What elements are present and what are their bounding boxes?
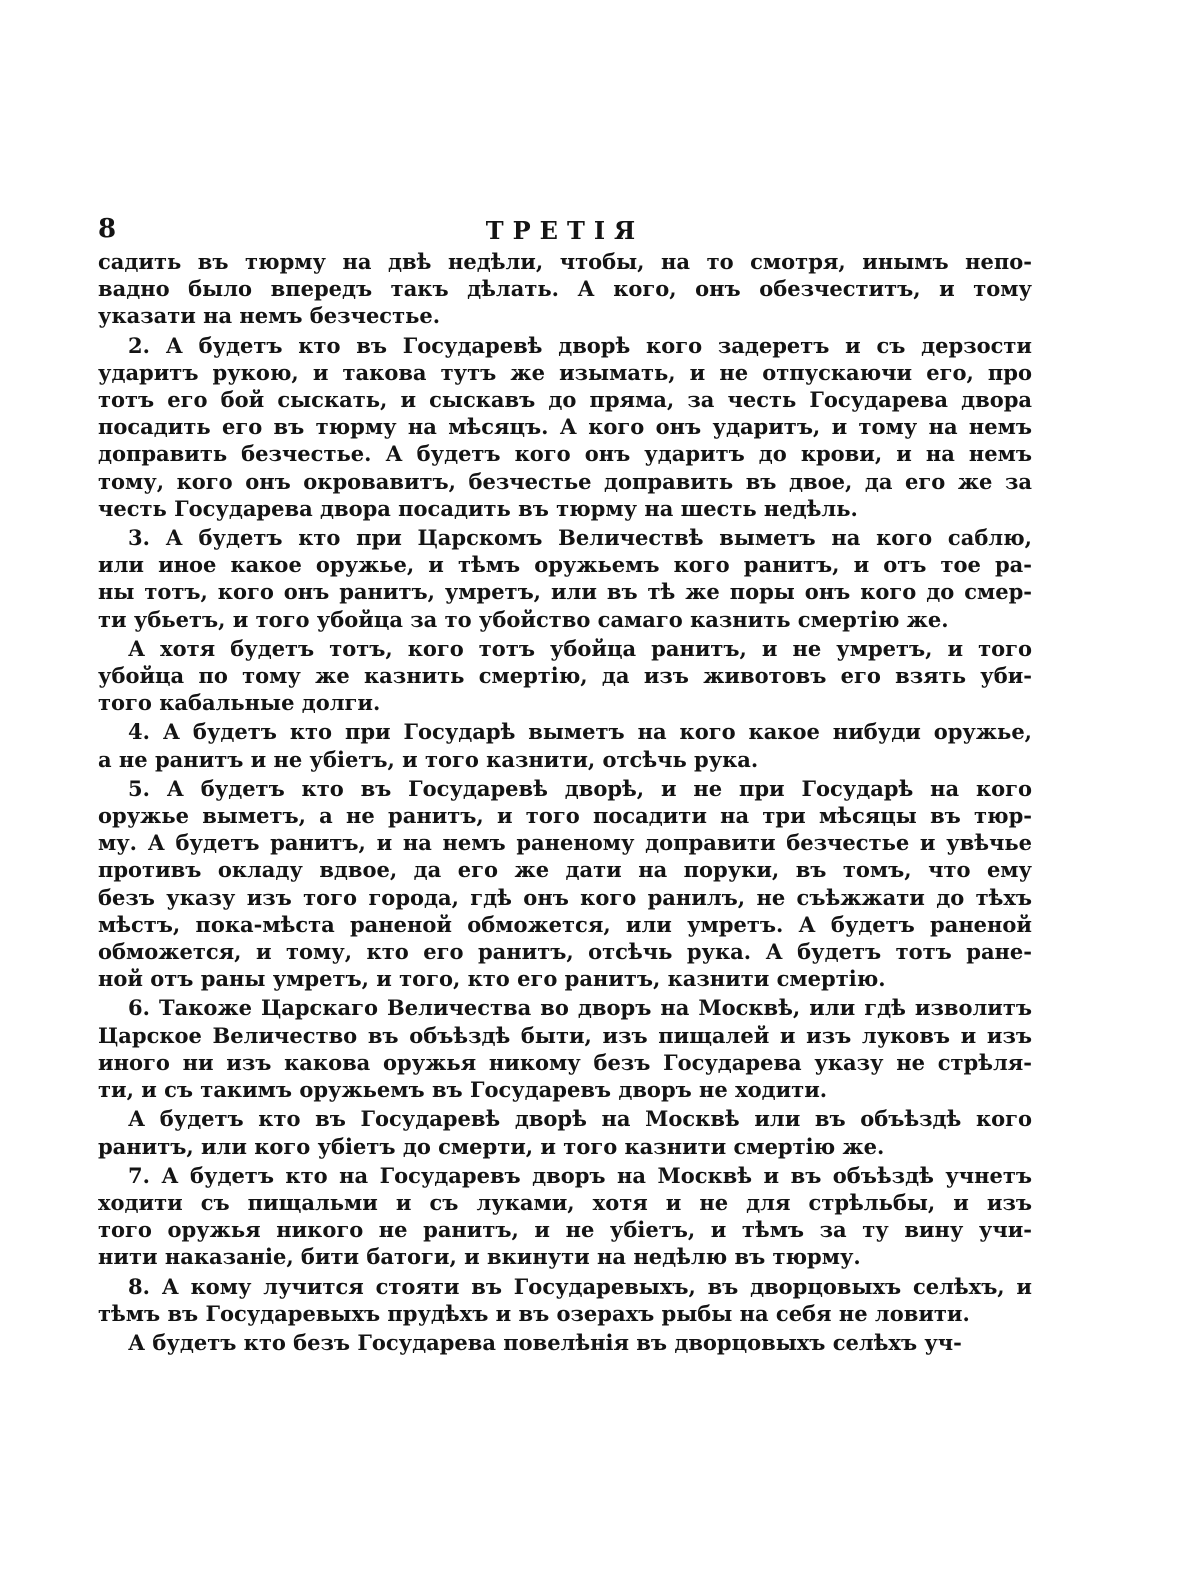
text-line: посадить его въ тюрму на мѣсяцъ. А кого онъ ударитъ, и тому на немъ xyxy=(98,414,1032,440)
text-line: честь Государева двора посадить въ тюрму на шесть недѣль. xyxy=(98,495,858,521)
text-line: А будетъ кто безъ Государева повелѣнія въ дворцовыхъ селѣхъ уч- xyxy=(128,1329,962,1355)
text-line: Царское Величество въ объѣздѣ быти, изъ пищалей и изъ луковъ и изъ xyxy=(98,1022,1032,1048)
text-line: того кабальные долги. xyxy=(98,690,381,716)
text-line: 3. А будетъ кто при Царскомъ Величествѣ выметъ на кого саблю, xyxy=(128,525,1032,551)
text-line: доправить безчестье. А будетъ кого онъ ударитъ до крови, и на немъ xyxy=(98,441,1032,467)
paragraph xyxy=(98,635,1032,717)
text-line: 6. Такоже Царскаго Величества во дворъ на Москвѣ, или гдѣ изволитъ xyxy=(128,995,1032,1021)
text-line: ударитъ рукою, и такова тутъ же изымать, и не отпускаючи его, про xyxy=(98,359,1032,385)
paragraph xyxy=(98,332,1032,522)
text-line: а не ранитъ и не убіетъ, и того казнити, отсѣчь рука. xyxy=(98,746,759,772)
text-line: му. А будетъ ранитъ, и на немъ раненому доправити безчестье и увѣчье xyxy=(98,830,1032,856)
text-line: нити наказаніе, бити батоги, и вкинути на недѣлю въ тюрму. xyxy=(98,1244,861,1270)
text-line: 4. А будетъ кто при Государѣ выметъ на кого какое нибуди оружье, xyxy=(128,719,1032,745)
text-line: указати на немъ безчестье. xyxy=(98,303,441,329)
text-line: убойца по тому же казнить смертію, да изъ животовъ его взять уби- xyxy=(98,663,1032,689)
paragraph xyxy=(98,775,1032,993)
text-line: ранитъ, или кого убіетъ до смерти, и того казнити смертію же. xyxy=(98,1133,885,1159)
paragraph xyxy=(98,524,1032,633)
paragraph xyxy=(98,1273,1032,1327)
paragraph xyxy=(98,248,1032,330)
paragraph xyxy=(98,1329,1032,1356)
text-line: мѣстъ, пока-мѣста раненой обможется, или умретъ. А будетъ раненой xyxy=(98,911,1032,937)
page-header xyxy=(98,212,1032,248)
text-line: ти убьетъ, и того убойца за то убойство самаго казнить смертію же. xyxy=(98,606,949,632)
paragraph xyxy=(98,994,1032,1103)
text-line: 8. А кому лучится стояти въ Государевыхъ, въ дворцовыхъ селѣхъ, и xyxy=(128,1273,1032,1299)
book-page xyxy=(98,212,1032,1358)
text-line: садить въ тюрму на двѣ недѣли, чтобы, на то смотря, инымъ непо- xyxy=(98,249,1032,274)
text-line: иного ни изъ какова оружья никому безъ Государева указу не стрѣля- xyxy=(98,1049,1032,1075)
text-line: 2. А будетъ кто въ Государевѣ дворѣ кого задеретъ и съ дерзости xyxy=(128,332,1032,358)
text-line: противъ окладу вдвое, да его же дати на поруки, въ томъ, что ему xyxy=(98,857,1032,883)
text-line: ной отъ раны умретъ, и того, кто его ранитъ, казнити смертію. xyxy=(98,966,886,992)
text-line: А будетъ кто въ Государевѣ дворѣ на Москвѣ или въ объѣздѣ кого xyxy=(128,1106,1032,1132)
text-line: обможется, и тому, кто его ранитъ, отсѣчь рука. А будетъ тотъ ране- xyxy=(98,939,1032,965)
text-line: ходити съ пищальми и съ луками, хотя и не для стрѣльбы, и изъ xyxy=(98,1189,1032,1215)
text-line: тотъ его бой сыскать, и сыскавъ до пряма, за честь Государева двора xyxy=(98,387,1032,413)
text-line: или иное какое оружье, и тѣмъ оружьемъ кого ранитъ, и отъ тое ра- xyxy=(98,552,1032,578)
text-line: оружье выметъ, а не ранитъ, и того посадити на три мѣсяцы въ тюр- xyxy=(98,803,1032,829)
text-line: А хотя будетъ тотъ, кого тотъ убойца ранитъ, и не умретъ, и того xyxy=(128,635,1032,661)
text-line: безъ указу изъ того города, гдѣ онъ кого ранилъ, не съѣжжати до тѣхъ xyxy=(98,884,1032,910)
paragraph xyxy=(98,718,1032,772)
paragraph xyxy=(98,1105,1032,1159)
running-head: ТРЕТІЯ xyxy=(485,216,645,245)
text-line: ны тотъ, кого онъ ранитъ, умретъ, или въ тѣ же поры онъ кого до смер- xyxy=(98,579,1032,605)
paragraph xyxy=(98,1162,1032,1271)
text-line: 5. А будетъ кто въ Государевѣ дворѣ, и не при Государѣ на кого xyxy=(128,775,1032,801)
text-line: того оружья никого не ранитъ, и не убіетъ, и тѣмъ за ту вину учи- xyxy=(98,1217,1032,1243)
text-line: тѣмъ въ Государевыхъ прудѣхъ и въ озерахъ рыбы на себя не ловити. xyxy=(98,1300,970,1326)
page-number: 8 xyxy=(98,214,117,244)
text-line: тому, кого онъ окровавитъ, безчестье доправить въ двое, да его же за xyxy=(98,468,1032,494)
text-line: вадно было впередъ такъ дѣлать. А кого, онъ обезчеститъ, и тому xyxy=(98,276,1032,302)
text-line: 7. А будетъ кто на Государевъ дворъ на Москвѣ и въ объѣздѣ учнетъ xyxy=(128,1162,1032,1188)
text-line: ти, и съ такимъ оружьемъ въ Государевъ дворъ не ходити. xyxy=(98,1077,828,1103)
page-body xyxy=(98,248,1032,1356)
